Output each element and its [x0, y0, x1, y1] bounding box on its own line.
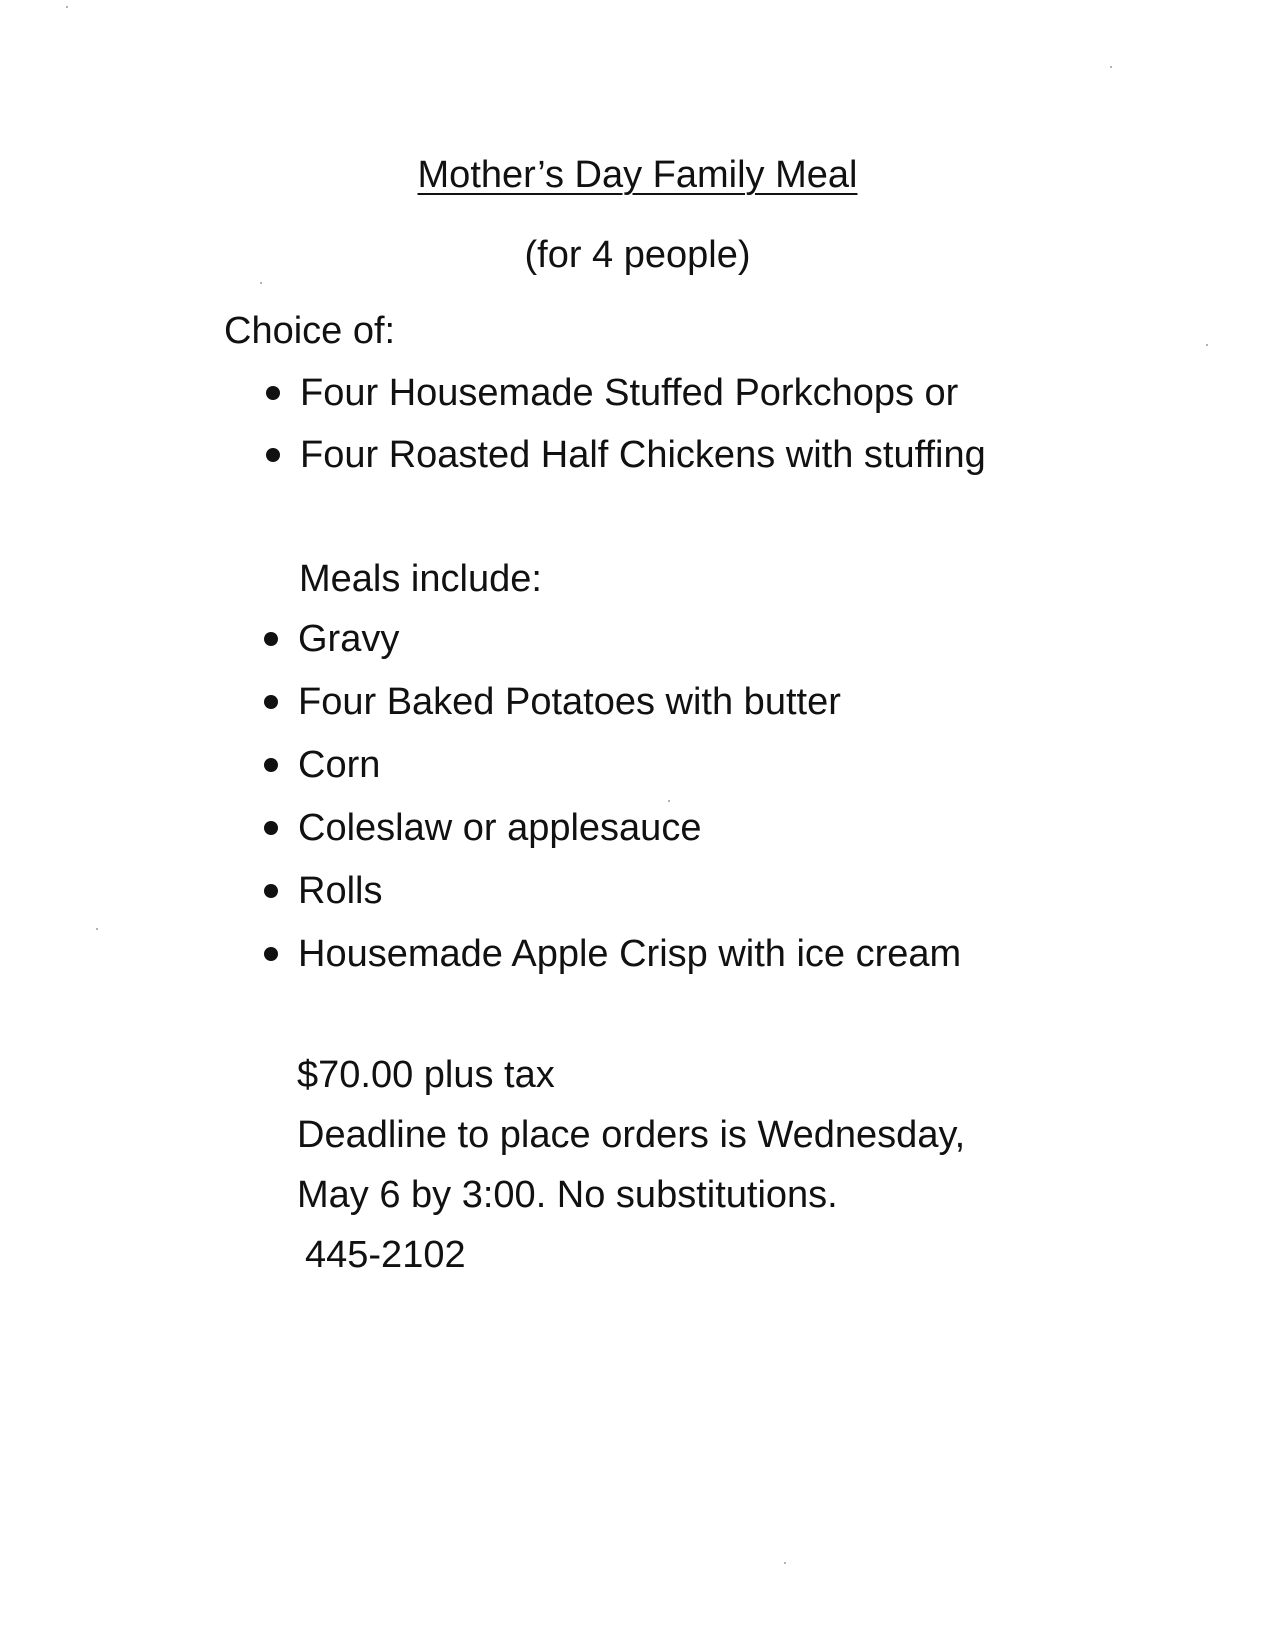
bullet-icon [266, 386, 280, 400]
scan-speck [784, 1562, 786, 1564]
scan-speck [1110, 66, 1112, 68]
list-item [300, 432, 986, 494]
includes-list [298, 616, 961, 994]
price-text: $70.00 plus tax [297, 1054, 555, 1096]
deadline-text-line2: May 6 by 3:00. No substitutions. [297, 1174, 838, 1216]
bullet-icon [264, 758, 278, 772]
list-item [298, 868, 961, 931]
scan-speck [66, 6, 68, 8]
bullet-icon [264, 632, 278, 646]
include-item-text: Housemade Apple Crisp with ice cream [298, 933, 962, 975]
choice-item-text: Four Housemade Stuffed Porkchops or [300, 372, 959, 414]
list-item [298, 742, 961, 805]
include-item-text: Four Baked Potatoes with butter [298, 681, 841, 723]
scan-speck [96, 928, 98, 930]
list-item [298, 616, 961, 679]
phone-number: 445-2102 [305, 1234, 466, 1276]
scan-speck [260, 282, 262, 284]
deadline-text-line1: Deadline to place orders is Wednesday, [297, 1114, 966, 1156]
list-item [298, 931, 961, 994]
include-item-text: Gravy [298, 618, 400, 660]
bullet-icon [264, 947, 278, 961]
list-item [298, 679, 961, 742]
choice-item-text: Four Roasted Half Chickens with stuffing [300, 434, 986, 476]
choice-heading: Choice of: [224, 310, 396, 352]
bullet-icon [266, 448, 280, 462]
list-item [300, 370, 986, 432]
bullet-icon [264, 695, 278, 709]
flyer-title-text: Mother’s Day Family Meal [417, 154, 858, 196]
scan-speck [668, 800, 670, 802]
choice-list [300, 370, 986, 494]
flyer-title [0, 152, 1275, 198]
list-item [298, 805, 961, 868]
include-item-text: Corn [298, 744, 381, 786]
includes-heading: Meals include: [299, 558, 542, 600]
scan-speck [1206, 344, 1208, 346]
bullet-icon [264, 821, 278, 835]
flyer-subtitle: (for 4 people) [524, 234, 751, 276]
include-item-text: Rolls [298, 870, 383, 912]
include-item-text: Coleslaw or applesauce [298, 807, 702, 849]
bullet-icon [264, 884, 278, 898]
